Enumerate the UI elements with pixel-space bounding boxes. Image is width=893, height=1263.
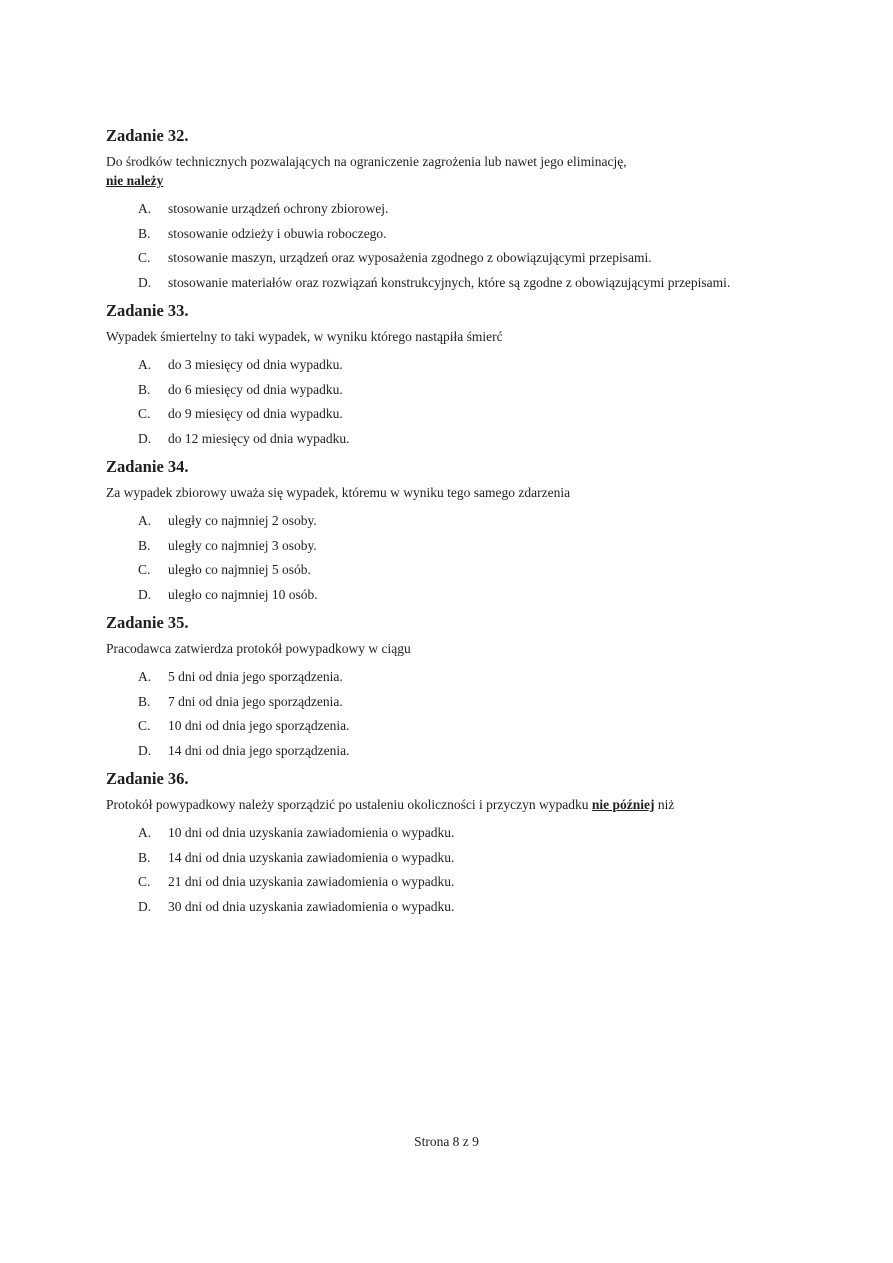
answer-option-c xyxy=(138,873,806,892)
option-letter: B. xyxy=(138,225,151,241)
answer-option-a xyxy=(138,512,806,531)
answer-option-d xyxy=(138,586,806,605)
option-letter: A. xyxy=(138,513,152,528)
option-letter: C. xyxy=(138,718,151,733)
answer-option-a xyxy=(138,200,806,219)
task-question xyxy=(106,795,806,814)
option-letter: C. xyxy=(138,874,151,889)
option-text: stosowanie materiałów oraz rozwiązań konstrukcyjnych, które są zgodne z obowiązującymi przepisami. xyxy=(168,274,731,290)
answer-option-c xyxy=(138,561,806,580)
answer-option-a xyxy=(138,356,806,375)
task-question xyxy=(106,327,806,346)
answer-option-b xyxy=(138,537,806,556)
option-letter: B. xyxy=(138,537,151,553)
question-text-tail: niż xyxy=(654,797,675,812)
task-title: Zadanie 32. xyxy=(106,126,189,145)
answer-option-b xyxy=(138,849,806,868)
option-text: 30 dni od dnia uzyskania zawiadomienia o wypadku. xyxy=(168,898,455,914)
option-text: uległy co najmniej 3 osoby. xyxy=(168,537,317,553)
option-text: stosowanie odzieży i obuwia roboczego. xyxy=(168,225,387,241)
answer-options xyxy=(138,824,806,916)
task-title: Zadanie 36. xyxy=(106,769,189,788)
answer-option-d xyxy=(138,430,806,449)
answer-option-d xyxy=(138,898,806,917)
page-number: Strona 8 z 9 xyxy=(414,1134,479,1149)
option-text: 14 dni od dnia uzyskania zawiadomienia o wypadku. xyxy=(168,849,455,865)
task-title: Zadanie 33. xyxy=(106,301,189,320)
question-text: Za wypadek zbiorowy uważa się wypadek, któremu w wyniku tego samego zdarzenia xyxy=(106,485,571,500)
option-letter: D. xyxy=(138,274,152,290)
answer-option-a xyxy=(138,668,806,687)
answer-option-d xyxy=(138,742,806,761)
task-question xyxy=(106,639,806,658)
task-title: Zadanie 34. xyxy=(106,457,189,476)
answer-option-c xyxy=(138,405,806,424)
option-letter: A. xyxy=(138,825,152,840)
option-letter: C. xyxy=(138,406,151,421)
option-text: uległo co najmniej 10 osób. xyxy=(168,586,318,602)
option-text: uległy co najmniej 2 osoby. xyxy=(168,513,317,528)
option-text: 21 dni od dnia uzyskania zawiadomienia o wypadku. xyxy=(168,874,455,889)
question-text: Do środków technicznych pozwalających na ograniczenie zagrożenia lub nawet jego eliminację, xyxy=(106,154,627,169)
option-text: 10 dni od dnia uzyskania zawiadomienia o wypadku. xyxy=(168,825,455,840)
option-letter: C. xyxy=(138,562,151,577)
answer-options xyxy=(138,668,806,760)
task-34 xyxy=(106,457,806,604)
option-letter: B. xyxy=(138,693,151,709)
option-letter: A. xyxy=(138,201,152,216)
option-letter: A. xyxy=(138,357,152,372)
option-text: stosowanie urządzeń ochrony zbiorowej. xyxy=(168,201,389,216)
answer-options xyxy=(138,356,806,448)
task-33 xyxy=(106,301,806,448)
option-text: stosowanie maszyn, urządzeń oraz wyposażenia zgodnego z obowiązującymi przepisami. xyxy=(168,250,652,265)
option-text: uległo co najmniej 5 osób. xyxy=(168,562,311,577)
option-letter: D. xyxy=(138,586,152,602)
option-letter: D. xyxy=(138,742,152,758)
option-text: 5 dni od dnia jego sporządzenia. xyxy=(168,669,343,684)
option-text: do 9 miesięcy od dnia wypadku. xyxy=(168,406,343,421)
answer-options xyxy=(138,200,806,292)
question-emphasis: nie później xyxy=(591,797,655,812)
option-text: 10 dni od dnia jego sporządzenia. xyxy=(168,718,350,733)
option-text: do 12 miesięcy od dnia wypadku. xyxy=(168,430,350,446)
answer-option-a xyxy=(138,824,806,843)
question-emphasis: nie należy xyxy=(106,173,164,188)
answer-option-d xyxy=(138,274,806,293)
option-letter: B. xyxy=(138,849,151,865)
option-letter: D. xyxy=(138,430,152,446)
option-letter: A. xyxy=(138,669,152,684)
exam-page xyxy=(106,126,806,925)
task-question xyxy=(106,483,806,502)
answer-option-b xyxy=(138,381,806,400)
option-text: 14 dni od dnia jego sporządzenia. xyxy=(168,742,350,758)
question-text: Protokół powypadkowy należy sporządzić po ustaleniu okoliczności i przyczyn wypadku xyxy=(106,797,592,812)
option-letter: C. xyxy=(138,250,151,265)
answer-option-c xyxy=(138,717,806,736)
option-text: 7 dni od dnia jego sporządzenia. xyxy=(168,693,343,709)
task-32 xyxy=(106,126,806,292)
task-title: Zadanie 35. xyxy=(106,613,189,632)
option-letter: B. xyxy=(138,381,151,397)
answer-option-b xyxy=(138,225,806,244)
question-text: Pracodawca zatwierdza protokół powypadkowy w ciągu xyxy=(106,641,411,656)
answer-options xyxy=(138,512,806,604)
question-text: Wypadek śmiertelny to taki wypadek, w wyniku którego nastąpiła śmierć xyxy=(106,329,503,344)
option-text: do 3 miesięcy od dnia wypadku. xyxy=(168,357,343,372)
answer-option-b xyxy=(138,693,806,712)
task-question xyxy=(106,152,806,190)
task-36 xyxy=(106,769,806,916)
task-35 xyxy=(106,613,806,760)
answer-option-c xyxy=(138,249,806,268)
option-text: do 6 miesięcy od dnia wypadku. xyxy=(168,381,343,397)
option-letter: D. xyxy=(138,898,152,914)
